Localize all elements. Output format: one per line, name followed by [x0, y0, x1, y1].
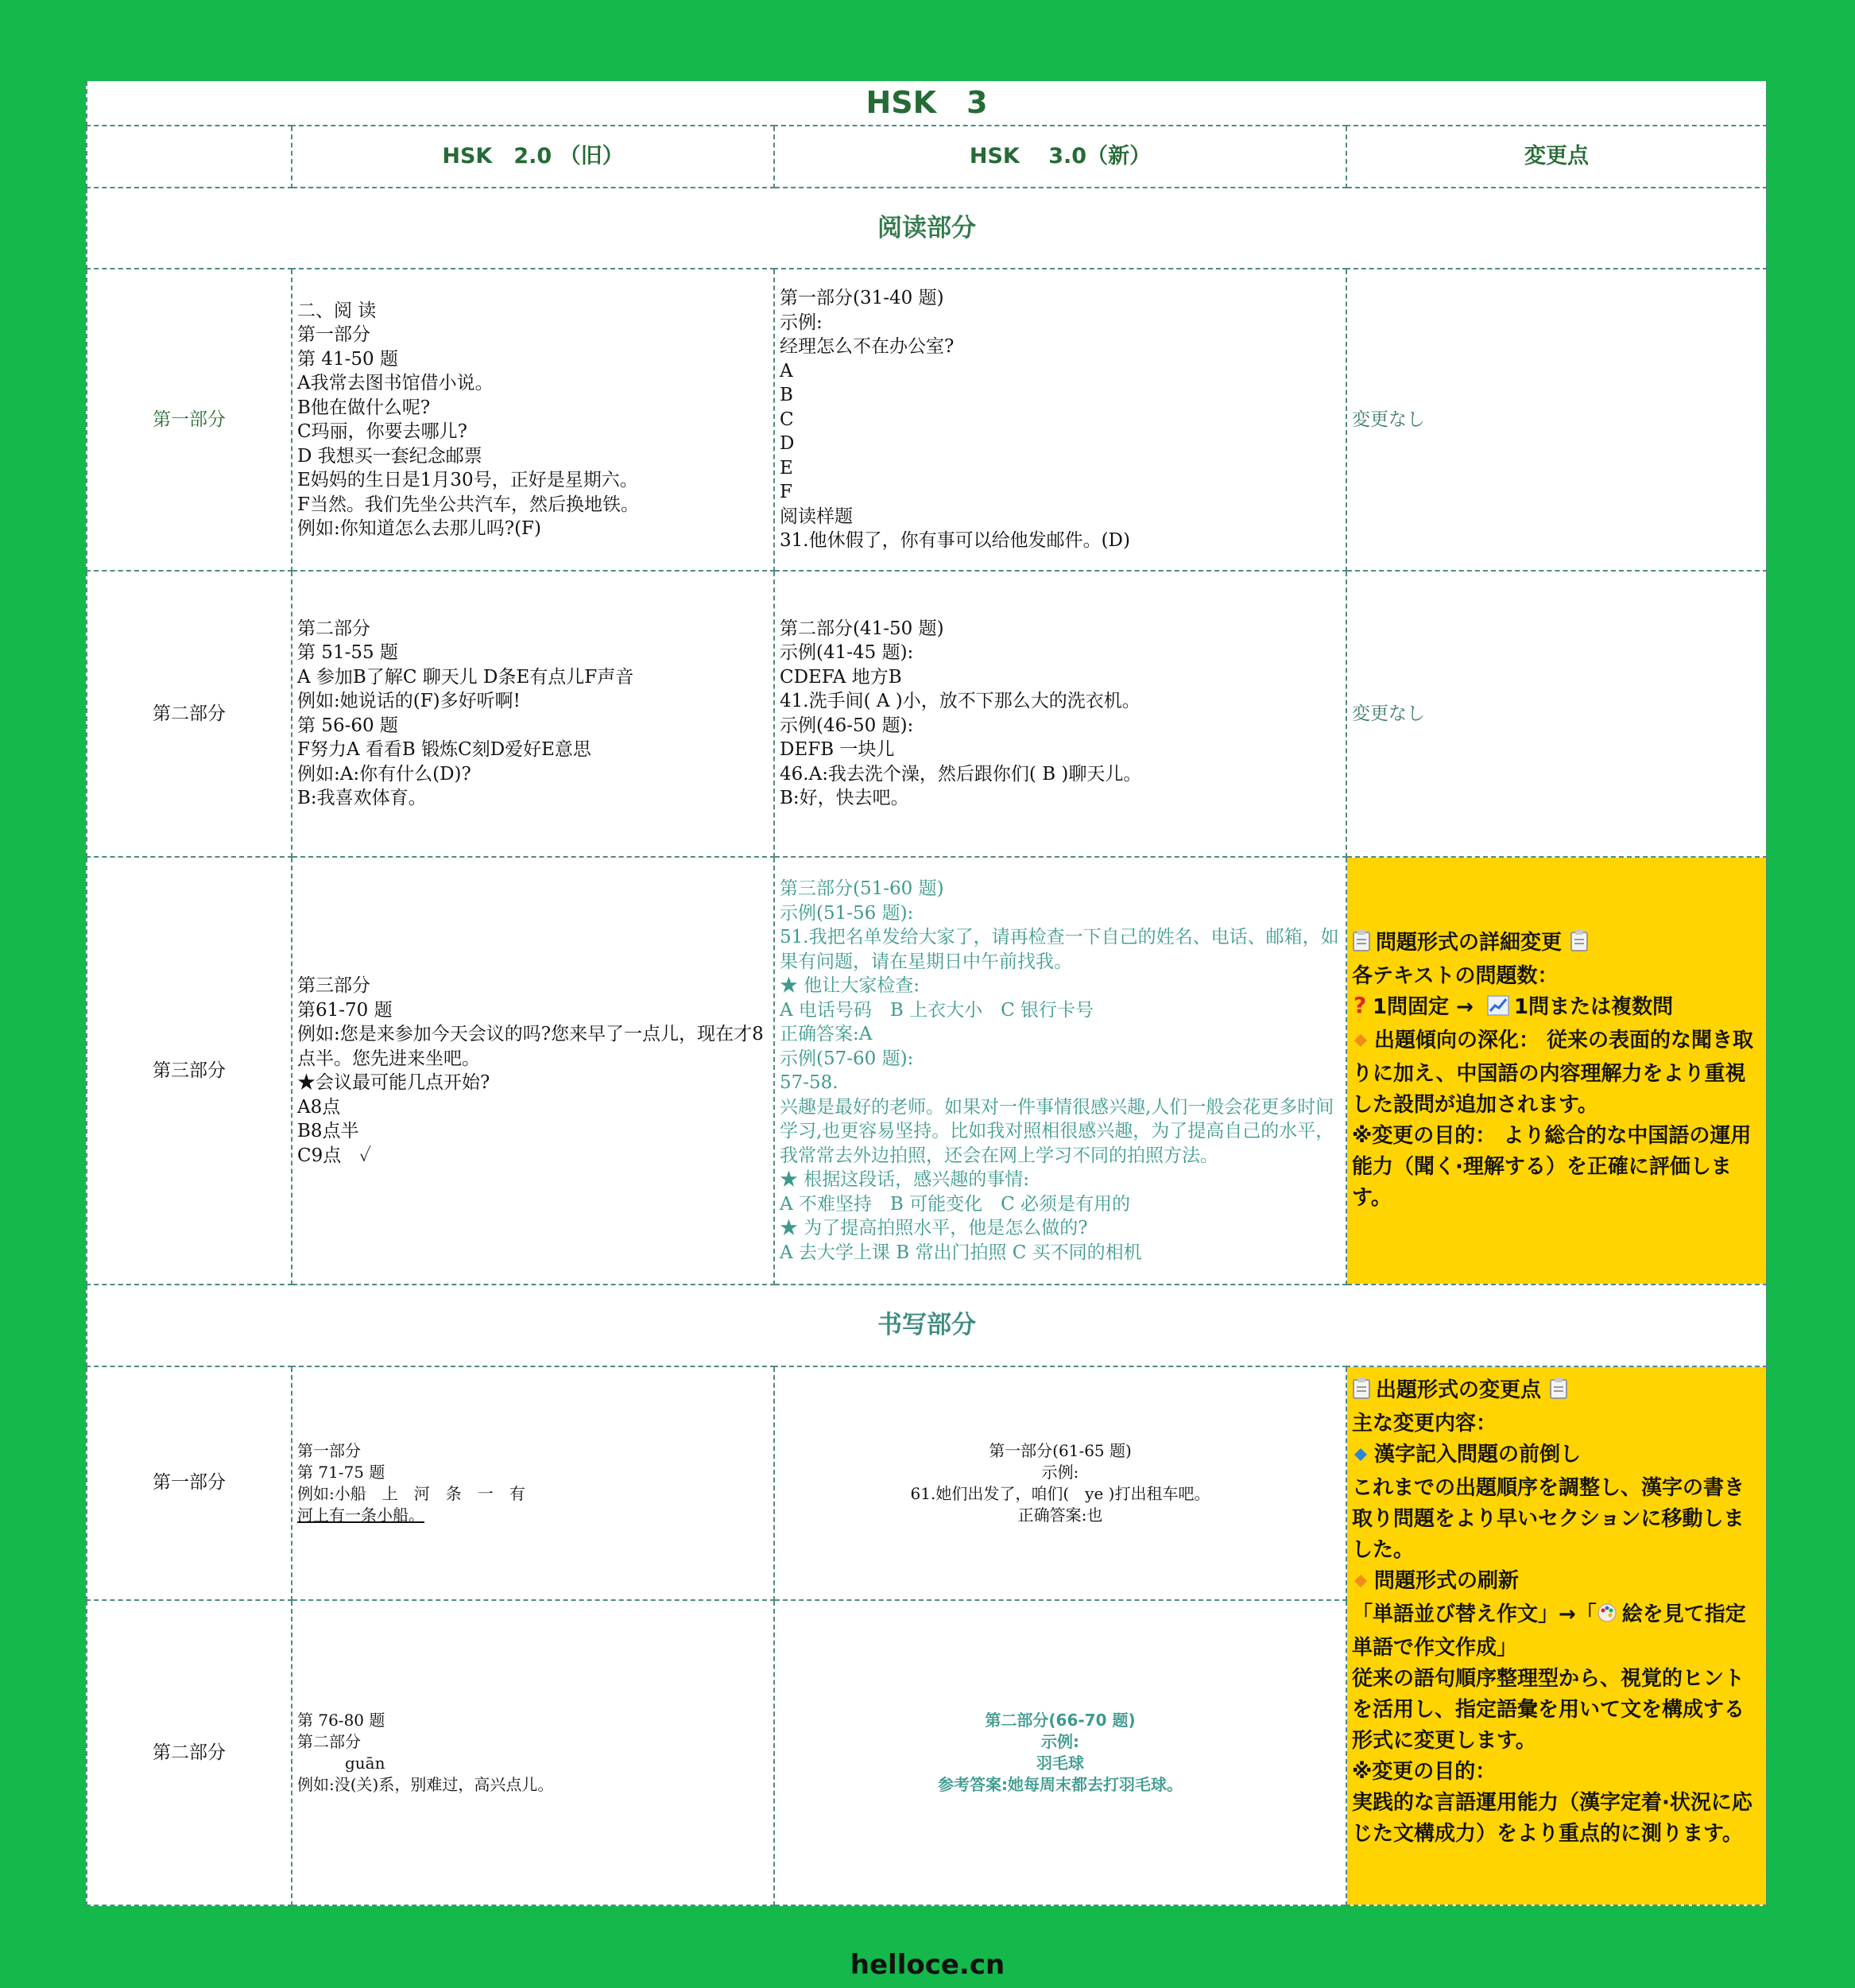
text-line: guān [297, 1753, 385, 1773]
text-line: A [780, 360, 793, 382]
text-line: 示例(41-45 题): [780, 642, 914, 664]
note-line: 問題形式の刷新 [1352, 1566, 1761, 1599]
text-line: ★ 为了提高拍照水平，他是怎么做的? [780, 1218, 1088, 1239]
note-line: 主な変更内容： [1352, 1411, 1497, 1436]
reading-part3-old [292, 857, 774, 1285]
text-line: 第61-70 题 [297, 999, 393, 1021]
writing-part2-label: 第二部分 [87, 1600, 292, 1905]
reading-part3-new [774, 857, 1346, 1285]
text-line: 41.洗手间( A )小，放不下那么大的洗衣机。 [780, 691, 1140, 712]
page-title: HSK 3 [87, 81, 1767, 126]
text-line: 51.我把名单发给大家了，请再检查一下自己的姓名、电话、邮箱，如果有问题，请在星期日中午前找我。 [780, 927, 1339, 972]
text-line: ★ 他让大家检查: [780, 975, 920, 997]
text-line: A 不难坚持 B 可能变化 C 必须是有用的 [780, 1193, 1131, 1215]
text-line: 第 51-55 题 [297, 642, 398, 664]
text-line: 例如:她说话的(F)多好听啊! [297, 691, 521, 712]
writing-part1-label: 第一部分 [87, 1366, 292, 1600]
text-line: 例如:A:你有什么(D)? [297, 763, 471, 785]
reading-part1-label: 第一部分 [87, 269, 292, 570]
text-line: E [780, 457, 793, 479]
text-line: E妈妈的生日是1月30号，正好是星期六。 [297, 470, 638, 491]
header-new: HSK 3.0（新） [774, 126, 1346, 187]
chart-icon [1487, 994, 1509, 1025]
text-line: D 我想买一套纪念邮票 [297, 445, 482, 467]
text-line: 示例(57-60 题): [780, 1048, 914, 1069]
note-line: 問題形式の詳細変更 [1352, 928, 1761, 961]
header-blank [87, 126, 292, 187]
clipboard-icon [1570, 929, 1589, 961]
text-line: A 参加B了解C 聊天儿 D条E有点儿F声音 [297, 666, 634, 688]
text-line: CDEFA 地方B [780, 666, 902, 688]
text-line: 正确答案:也 [1017, 1505, 1103, 1525]
note-line: 実践的な言語運用能力（漢字定着·状況に応じた文構成力）をより重点的に測ります。 [1352, 1790, 1752, 1846]
text-line: 第 56-60 题 [297, 715, 398, 736]
orange-diamond-icon [1352, 1568, 1369, 1599]
text-line: B他在做什么呢? [297, 397, 431, 418]
text-line: ★ 根据这段话，感兴趣的事情: [780, 1169, 1030, 1191]
text-line: F努力A 看看B 锻炼C刻D爱好E意思 [297, 739, 591, 761]
section-reading: 阅读部分 [87, 188, 1767, 269]
text-line: 第三部分 [297, 975, 370, 997]
note-line: 従来の語句順序整理型から、視覚的ヒントを活用し、指定語彙を用いて文を構成する形式に変更します。 [1352, 1666, 1745, 1753]
note-line: 各テキストの問題数： [1352, 964, 1559, 989]
section-writing: 书写部分 [87, 1285, 1767, 1366]
header-old: HSK 2.0 （旧） [292, 126, 774, 187]
clipboard-icon [1352, 929, 1371, 961]
text-line: B:我喜欢体育。 [297, 788, 427, 809]
writing-part1-new [774, 1366, 1346, 1600]
text-line: A我常去图书馆借小说。 [297, 373, 494, 394]
text-line: 兴趣是最好的老师。如果对一件事情很感兴趣,人们一般会花更多时间学习,也更容易坚持。比如我对照相很感兴趣，为了提高自己的水平，我常常去外边拍照，还会在网上学习不同的拍照方法。 [780, 1096, 1334, 1166]
writing-part2-old [292, 1600, 774, 1905]
text-line: 示例: [1041, 1462, 1079, 1482]
text-line: 第 41-50 题 [297, 348, 398, 370]
text-line: 46.A:我去洗个澡，然后跟你们( B )聊天儿。 [780, 763, 1142, 785]
note-line: 「単語並び替え作文」→「 絵を見て指定単語で作文作成」 [1352, 1602, 1746, 1660]
text-line: 示例: [1041, 1731, 1079, 1751]
text-line: 61.她们出发了，咱们( ye )打出租车吧。 [910, 1483, 1210, 1503]
reading-part1-old [292, 269, 774, 570]
text-line: A8点 [297, 1096, 341, 1118]
text-line: 第一部分 [297, 324, 370, 346]
note-line: ※変更の目的： より総合的な中国語の運用能力（聞く·理解する）を正確に評価します。 [1352, 1124, 1752, 1211]
palette-icon [1597, 1602, 1617, 1633]
text-line: 例如:没(关)系，别难过，高兴点儿。 [297, 1774, 554, 1794]
clipboard-icon [1352, 1377, 1371, 1409]
text-line: 羽毛球 [1036, 1753, 1084, 1773]
note-line: 出題傾向の深化： 従来の表面的な聞き取りに加え、中国語の内容理解力をより重視した設問が追加されます。 [1352, 1029, 1754, 1118]
reading-part2-old [292, 571, 774, 857]
text-line: 参考答案:她每周末都去打羽毛球。 [938, 1774, 1183, 1794]
reading-part1-new [774, 269, 1346, 570]
text-line: C玛丽，你要去哪儿? [297, 421, 467, 443]
text-line: 第二部分 [297, 618, 370, 639]
clipboard-icon [1549, 1377, 1568, 1409]
text-line: A 电话号码 B 上衣大小 C 银行卡号 [780, 999, 1094, 1021]
text-line: 第 76-80 题 [297, 1710, 385, 1730]
text-line: 例如:您是来参加今天会议的吗?您来早了一点儿，现在才8点半。您先进来坐吧。 [297, 1024, 764, 1069]
text-line: 第 71-75 题 [297, 1462, 385, 1482]
text-line: 第一部分(61-65 题) [989, 1440, 1132, 1460]
text-line: 第一部分(31-40 题) [780, 288, 944, 309]
text-line: DEFB 一块儿 [780, 739, 895, 761]
text-line: C9点 ✓ [297, 1145, 372, 1166]
text-line: 示例(51-56 题): [780, 902, 914, 924]
text-line: 31.他休假了，你有事可以给他发邮件。(D) [780, 530, 1130, 552]
text-line: 示例: [780, 312, 823, 333]
text-line: A 去大学上课 B 常出门拍照 C 买不同的相机 [780, 1242, 1142, 1263]
text-line: 第一部分 [297, 1440, 361, 1460]
text-line: 阅读样题 [780, 506, 853, 527]
text-line: B:好，快去吧。 [780, 788, 909, 809]
text-line: 例如:小船 上 河 条 一 有 [297, 1483, 525, 1503]
writing-part1-old [292, 1366, 774, 1600]
reading-part1-change: 変更なし [1346, 269, 1767, 570]
orange-diamond-icon [1352, 1028, 1369, 1059]
text-line: ★会议最可能几点开始? [297, 1072, 490, 1094]
text-line: B [780, 385, 793, 406]
comparison-table [86, 81, 1768, 1906]
note-line: これまでの出題順序を調整し、漢字の書き取り問題をより早いセクションに移動しました。 [1352, 1475, 1745, 1562]
reading-part3-change [1346, 857, 1767, 1285]
question-mark-icon [1352, 994, 1368, 1025]
reading-part2-label: 第二部分 [87, 571, 292, 857]
text-line: 示例(46-50 题): [780, 715, 914, 736]
text-line: 正确答案:A [780, 1024, 873, 1045]
text-line: F当然。我们先坐公共汽车，然后换地铁。 [297, 494, 639, 515]
text-line: D [780, 433, 795, 455]
text-line: C [780, 409, 794, 430]
note-line: 漢字記入問題の前倒し [1352, 1440, 1761, 1473]
note-line: ? 1問固定 → 1問または複数問 [1352, 992, 1761, 1025]
note-line: 出題形式の変更点 [1352, 1375, 1761, 1409]
text-line: 河上有一条小船。 [297, 1505, 424, 1525]
text-line: 经理怎么不在办公室? [780, 336, 955, 358]
writing-change [1346, 1366, 1767, 1905]
text-line: F [780, 482, 792, 503]
text-line: 第二部分(41-50 题) [780, 618, 944, 639]
comparison-sheet [86, 81, 1766, 1906]
writing-part2-new [774, 1600, 1346, 1905]
text-line: 57-58. [780, 1072, 838, 1094]
reading-part2-new [774, 571, 1346, 857]
svg-text:?: ? [1353, 994, 1367, 1017]
text-line: 第二部分(66-70 题) [985, 1710, 1136, 1730]
blue-diamond-icon [1352, 1442, 1369, 1473]
footer-site: helloce.cn [850, 1949, 1005, 1981]
reading-part2-change: 変更なし [1346, 571, 1767, 857]
reading-part3-label: 第三部分 [87, 857, 292, 1285]
text-line: 第二部分 [297, 1731, 361, 1751]
header-changes: 変更点 [1346, 126, 1767, 187]
text-line: B8点半 [297, 1121, 359, 1142]
note-line: ※変更の目的： [1352, 1759, 1497, 1784]
text-line: 第三部分(51-60 题) [780, 878, 944, 900]
text-line: 例如:你知道怎么去那儿吗?(F) [297, 518, 541, 540]
text-line: 二、阅 读 [297, 300, 377, 321]
